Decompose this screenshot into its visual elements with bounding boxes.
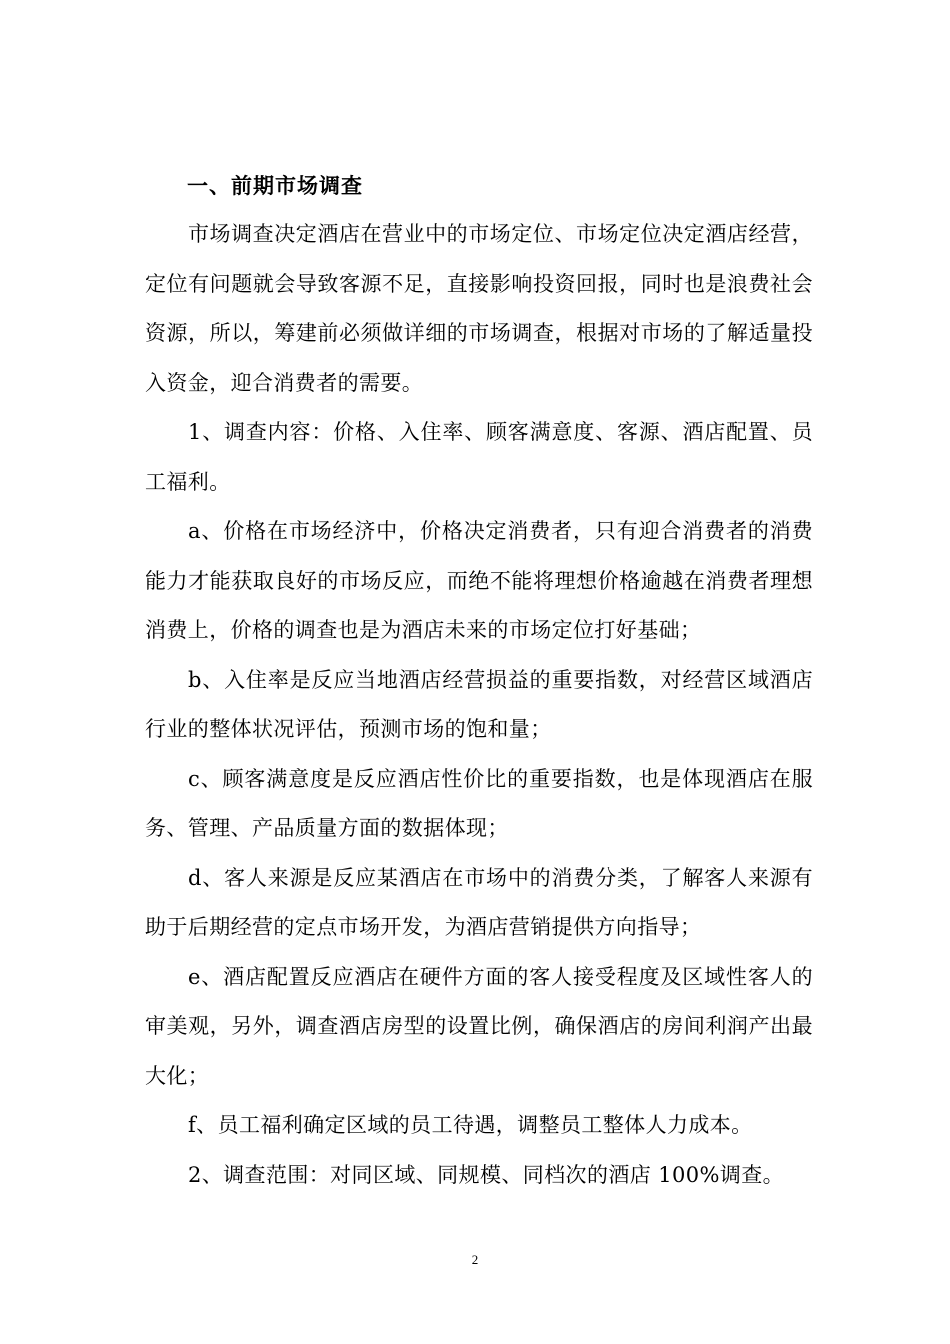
paragraph-survey-content: 1、调查内容：价格、入住率、顾客满意度、客源、酒店配置、员工福利。 xyxy=(145,420,813,494)
paragraph-occupancy: b、入住率是反应当地酒店经营损益的重要指数，对经营区域酒店行业的整体状况评估，预测市场的饱和量； xyxy=(145,667,813,741)
paragraph-survey-scope: 2、调查范围：对同区域、同规模、同档次的酒店 100%调查。 xyxy=(188,1162,785,1187)
paragraph-configuration: e、酒店配置反应酒店在硬件方面的客人接受程度及区域性客人的审美观，另外，调查酒店房型的设置比例，确保酒店的房间利润产出最大化； xyxy=(145,964,813,1088)
paragraph-price: a、价格在市场经济中，价格决定消费者，只有迎合消费者的消费能力才能获取良好的市场反应，而绝不能将理想价格逾越在消费者理想消费上，价格的调查也是为酒店未来的市场定位打好基础； xyxy=(145,519,813,642)
paragraph-staff-welfare: f、员工福利确定区域的员工待遇，调整员工整体人力成本。 xyxy=(188,1113,753,1137)
document-body xyxy=(145,162,813,1200)
section-heading: 一、前期市场调查 xyxy=(187,173,363,198)
paragraph-satisfaction: c、顾客满意度是反应酒店性价比的重要指数，也是体现酒店在服务、管理、产品质量方面的数据体现； xyxy=(145,766,813,840)
page-number: 2 xyxy=(471,1252,479,1267)
paragraph-intro: 市场调查决定酒店在营业中的市场定位、市场定位决定酒店经营，定位有问题就会导致客源不足，直接影响投资回报，同时也是浪费社会资源，所以，筹建前必须做详细的市场调查，根据对市场的了解适量投入资金，迎合消费者的需要。 xyxy=(145,222,813,395)
paragraph-guest-source: d、客人来源是反应某酒店在市场中的消费分类，了解客人来源有助于后期经营的定点市场开发，为酒店营销提供方向指导； xyxy=(145,865,813,939)
